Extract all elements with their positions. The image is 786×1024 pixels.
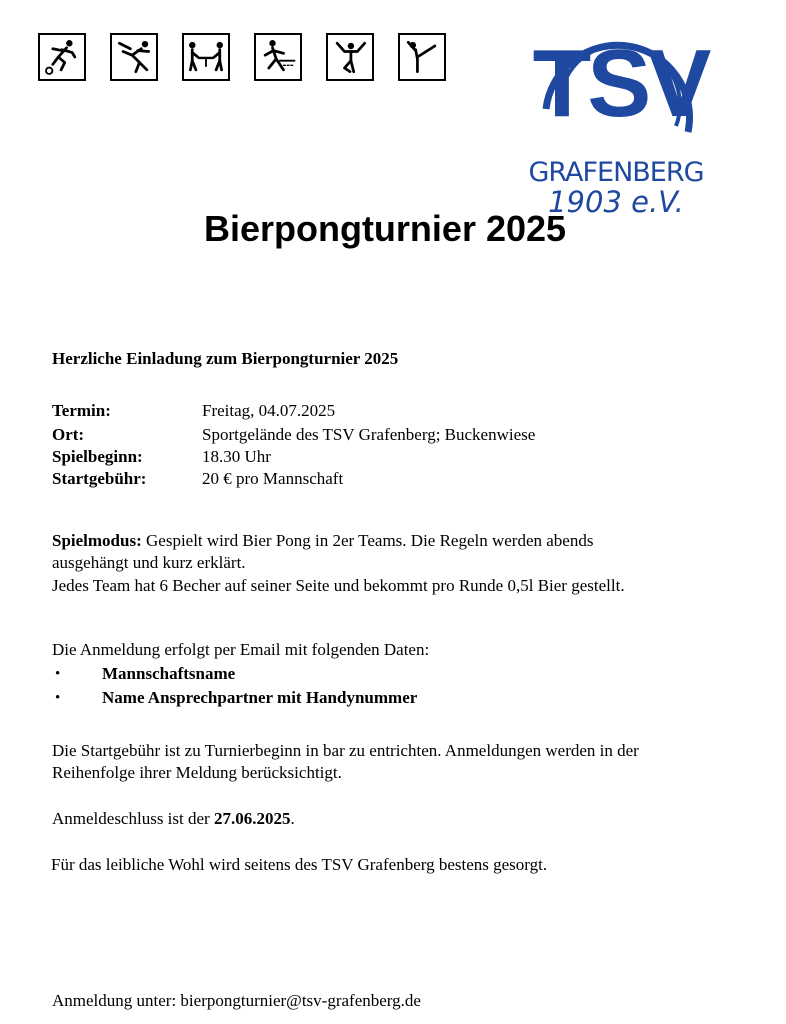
detail-value-fee: 20 € pro Mannschaft xyxy=(202,469,344,488)
deadline-prefix: Anmeldeschluss ist der xyxy=(52,809,214,828)
soccer-player-icon xyxy=(38,33,86,81)
dancer-icon xyxy=(398,33,446,81)
deadline-suffix: . xyxy=(290,809,295,828)
table-tennis-player-icon xyxy=(254,33,302,81)
game-mode-line-1 xyxy=(52,530,593,551)
track-athlete-icon xyxy=(110,33,158,81)
game-mode-line-2: ausgehängt und kurz erklärt. xyxy=(52,553,246,572)
fee-note-line-2: Reihenfolge ihrer Meldung berücksichtigt. xyxy=(52,763,342,782)
catering-note: Für das leibliche Wohl wird seitens des TSV Grafenberg bestens gesorgt. xyxy=(51,855,548,874)
detail-label-start: Spielbeginn: xyxy=(52,447,143,466)
game-mode-line-3: Jedes Team hat 6 Becher auf seiner Seite und bekommt pro Runde 0,5l Bier gestellt. xyxy=(52,576,625,595)
detail-value-date: Freitag, 04.07.2025 xyxy=(202,401,336,420)
detail-value-location: Sportgelände des TSV Grafenberg; Buckenwiese xyxy=(202,425,536,444)
club-logo xyxy=(508,14,724,219)
gymnast-icon xyxy=(326,33,374,81)
deadline-line xyxy=(52,808,295,829)
page-title: Bierpongturnier 2025 xyxy=(203,208,567,249)
game-mode-label: Spielmodus: xyxy=(52,531,142,550)
detail-label-location: Ort: xyxy=(52,425,85,444)
table-tennis-doubles-icon xyxy=(182,33,230,81)
deadline-date: 27.06.2025 xyxy=(213,809,291,828)
detail-label-fee: Startgebühr: xyxy=(52,469,147,488)
fee-note-line-1: Die Startgebühr ist zu Turnierbeginn in bar zu entrichten. Anmeldungen werden in der xyxy=(52,741,639,760)
logo-place-text: GRAFENBERG xyxy=(528,157,704,188)
list-item-team-name: Mannschaftsname xyxy=(102,664,236,683)
detail-label-date: Termin: xyxy=(52,401,111,420)
game-mode-text-1: Gespielt wird Bier Pong in 2er Teams. Die Regeln werden abends xyxy=(141,531,594,550)
registration-intro: Die Anmeldung erfolgt per Email mit folgenden Daten: xyxy=(52,640,430,659)
logo-tsv-text: TSV xyxy=(532,30,708,137)
detail-value-start: 18.30 Uhr xyxy=(202,447,271,466)
contact-line: Anmeldung unter: bierpongturnier@tsv-grafenberg.de xyxy=(52,991,421,1010)
intro-heading: Herzliche Einladung zum Bierpongturnier 2025 xyxy=(52,349,399,368)
list-item-contact-person: Name Ansprechpartner mit Handynummer xyxy=(102,688,418,707)
logo-year-text: 1903 e.V. xyxy=(548,185,684,219)
bullet-icon: • xyxy=(55,690,61,706)
bullet-icon: • xyxy=(55,666,61,682)
